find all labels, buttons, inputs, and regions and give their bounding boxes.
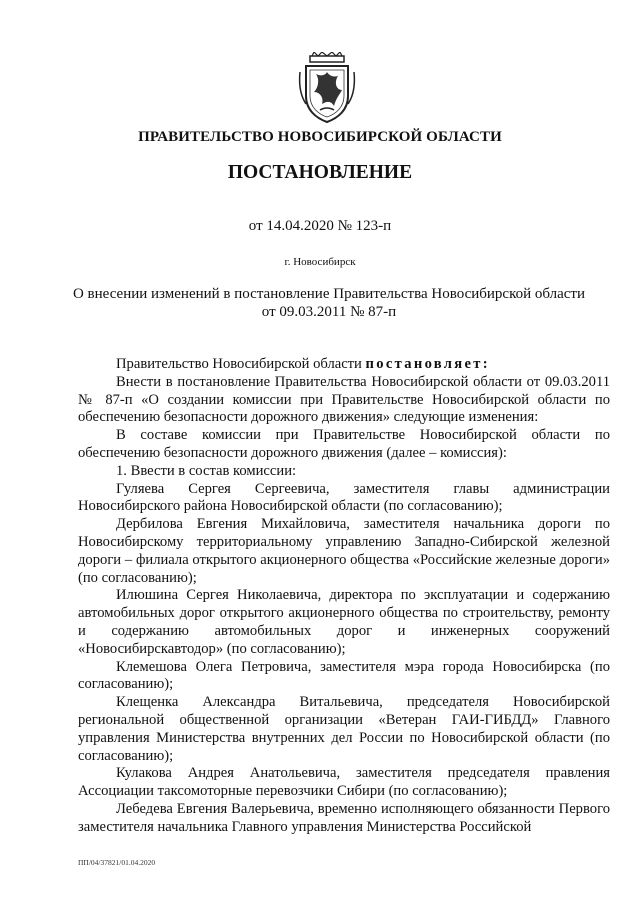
- document-type: ПОСТАНОВЛЕНИЕ: [227, 162, 413, 183]
- city-name: г. Новосибирск: [284, 256, 356, 268]
- coat-of-arms-icon: [298, 52, 356, 124]
- body-paragraph: Илюшина Сергея Николаевича, директора по эксплуатации и содержанию автомобильных дорог открытого акционерного общества по строительству, ремонту и содержанию автомобильных дорог и инженерных сооружений «Новосибирскавтодор» (по согласованию);: [78, 587, 610, 657]
- body-paragraph: Лебедева Евгения Валерьевича, временно исполняющего обязанности Первого заместителя начальника Главного управления Министерства Российской: [78, 800, 610, 835]
- body-paragraph: В составе комиссии при Правительстве Новосибирской области по обеспечению безопасности дорожного движения (далее – комиссия):: [78, 427, 610, 461]
- organization-name: ПРАВИТЕЛЬСТВО НОВОСИБИРСКОЙ ОБЛАСТИ: [138, 129, 502, 145]
- intro-paragraph: [78, 356, 610, 374]
- body-paragraph: Гуляева Сергея Сергеевича, заместителя главы администрации Новосибирского района Новосибирской области (по согласованию);: [78, 480, 610, 515]
- intro-spaced-verb: постановляет:: [365, 356, 490, 372]
- body-paragraph: Кулакова Андрея Анатольевича, заместителя председателя правления Ассоциации таксомоторные перевозчики Сибири (по согласованию);: [78, 765, 610, 800]
- body-paragraph: Внести в постановление Правительства Новосибирской области от 09.03.2011 № 87-п «О создании комиссии при Правительстве Новосибирской области по обеспечению безопасности дорожного движения» следующие изменения:: [78, 373, 610, 426]
- footer-code: ПП/04/37821/01.04.2020: [78, 858, 156, 867]
- subject-line-1: О внесении изменений в постановление Правительства Новосибирской области: [72, 286, 586, 302]
- date-number-line: от 14.04.2020 № 123-п: [248, 218, 392, 234]
- document-subject: [60, 286, 598, 321]
- body-paragraph: Клемешова Олега Петровича, заместителя мэра города Новосибирска (по согласованию);: [78, 658, 610, 693]
- body-paragraph: 1. Ввести в состав комиссии:: [116, 462, 297, 479]
- intro-text: Правительство Новосибирской области: [116, 356, 366, 372]
- document-body: [78, 356, 610, 837]
- body-paragraph: Дербилова Евгения Михайловича, заместителя начальника дороги по Новосибирскому территориальному управлению Западно-Сибирской железной дороги – филиала открытого акционерного общества «Российские железные дороги» (по согласованию);: [78, 516, 610, 586]
- body-paragraph: Клещенка Александра Витальевича, председателя Новосибирской региональной общественной организации «Ветеран ГАИ-ГИБДД» Главного управления Министерства внутренних дел России по Новосибирской области (по согласованию);: [78, 694, 610, 764]
- subject-line-2: от 09.03.2011 № 87-п: [261, 303, 397, 320]
